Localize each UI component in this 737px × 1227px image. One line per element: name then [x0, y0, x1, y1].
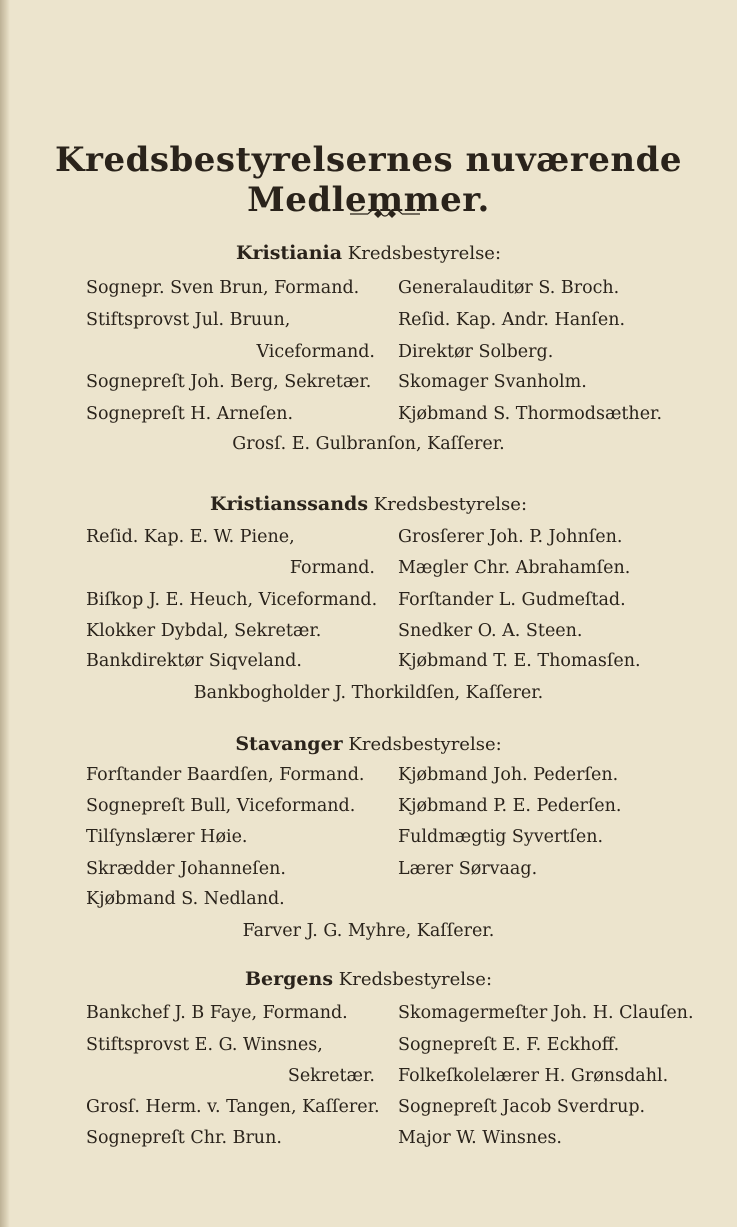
member-line: Skomagermeſter Joh. H. Clauſen.	[398, 1003, 694, 1023]
member-line: Sognepreſt H. Arneſen.	[86, 404, 294, 424]
treasurer-line: Grosſ. E. Gulbranſon, Kaſſerer.	[232, 434, 505, 454]
member-line: Sognepreſt Bull, Viceformand.	[86, 796, 356, 816]
member-line: Lærer Sørvaag.	[398, 859, 538, 879]
member-line: Grosſ. Herm. v. Tangen, Kaſſerer.	[86, 1097, 380, 1117]
ornament-divider-icon	[348, 205, 422, 221]
treasurer-line: Farver J. G. Myhre, Kaſſerer.	[242, 921, 495, 941]
section-name: Kristiania	[235, 242, 343, 264]
section-heading-bergen	[0, 968, 737, 990]
member-line: Skrædder Johanneſen.	[86, 859, 286, 879]
section-suffix: Kredsbestyrelse:	[348, 734, 502, 755]
member-line: Mægler Chr. Abrahamſen.	[398, 558, 631, 578]
member-line: Kjøbmand S. Thormodsæther.	[398, 404, 663, 424]
member-line: Snedker O. A. Steen.	[398, 621, 583, 641]
section-suffix: Kredsbestyrelse:	[347, 243, 502, 264]
member-line: Klokker Dybdal, Sekretær.	[86, 621, 322, 641]
member-line: Formand.	[289, 558, 375, 578]
section-name: Kristianssands	[209, 493, 369, 515]
page-title: Kredsbestyrelsernes nuværende Medlemmer.	[54, 140, 682, 220]
member-line: Skomager Svanholm.	[398, 372, 587, 392]
member-line: Bankchef J. B Faye, Formand.	[86, 1003, 348, 1023]
member-line: Reſid. Kap. E. W. Piene,	[86, 527, 295, 547]
member-line: Folkeſkolelærer H. Grønsdahl.	[398, 1066, 669, 1086]
member-line: Reſid. Kap. Andr. Hanſen.	[398, 310, 626, 330]
member-line: Grosſerer Joh. P. Johnſen.	[398, 527, 623, 547]
member-line: Kjøbmand P. E. Pederſen.	[398, 796, 622, 816]
member-line: Fuldmægtig Syvertſen.	[398, 827, 604, 847]
section-suffix: Kredsbestyrelse:	[338, 969, 493, 990]
section-heading-kristianssand	[0, 493, 737, 515]
section-name: Bergens	[244, 968, 334, 990]
member-line: Sognepreſt Jacob Sverdrup.	[398, 1097, 646, 1117]
member-line: Sognepreſt Joh. Berg, Sekretær.	[86, 372, 372, 392]
member-line: Viceformand.	[256, 342, 375, 362]
member-line: Sognepreſt E. F. Eckhoff.	[398, 1035, 620, 1055]
member-line: Kjøbmand T. E. Thomasſen.	[398, 651, 641, 671]
member-line: Tilſynslærer Høie.	[86, 827, 248, 847]
treasurer-line: Bankbogholder J. Thorkildſen, Kaſſerer.	[193, 683, 544, 703]
section-name: Stavanger	[235, 733, 343, 755]
member-line: Biſkop J. E. Heuch, Viceformand.	[86, 590, 378, 610]
member-line: Direktør Solberg.	[398, 342, 554, 362]
member-line: Generalauditør S. Broch.	[398, 278, 620, 298]
member-line: Sekretær.	[287, 1066, 375, 1086]
member-line: Forſtander L. Gudmeſtad.	[398, 590, 626, 610]
member-line: Stiftsprovst E. G. Winsnes,	[86, 1035, 323, 1055]
member-line: Kjøbmand S. Nedland.	[86, 889, 285, 909]
member-line: Bankdirektør Siqveland.	[86, 651, 302, 671]
member-line: Major W. Winsnes.	[398, 1128, 562, 1148]
member-line: Kjøbmand Joh. Pederſen.	[398, 765, 619, 785]
section-suffix: Kredsbestyrelse:	[373, 494, 528, 515]
member-line: Sognepr. Sven Brun, Formand.	[86, 278, 360, 298]
member-line: Stiftsprovst Jul. Bruun,	[86, 310, 291, 330]
member-line: Sognepreſt Chr. Brun.	[86, 1128, 282, 1148]
member-line: Forſtander Baardſen, Formand.	[86, 765, 365, 785]
section-heading-kristiania	[0, 242, 737, 264]
section-heading-stavanger	[0, 733, 737, 755]
